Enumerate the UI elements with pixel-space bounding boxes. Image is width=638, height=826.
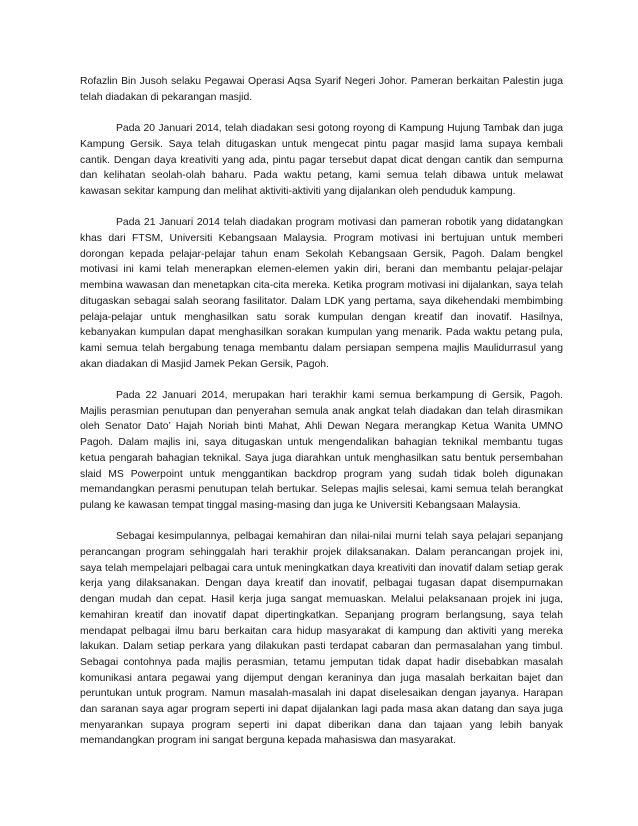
document-page <box>80 74 563 765</box>
paragraph-21-januari: Pada 21 Januari 2014 telah diadakan program motivasi dan pameran robotik yang didatangkan khas dari FTSM, Universiti Kebangsaan Malaysia. Program motivasi ini bertujuan untuk memberi dorongan kepada pelajar-pelajar tahun enam Sekolah Kebangsaan Gersik, Pagoh. Dalam bengkel motivasi ini kami telah menerapkan elemen-elemen yakin diri, berani dan membantu pelajar-pelajar membina wawasan dan menetapkan cita-cita mereka. Ketika program motivasi ini dijalankan, saya telah ditugaskan sebagai salah seorang fasilitator. Dalam LDK yang pertama, saya dikehendaki membimbing pelaja-pelajar untuk menghasilkan satu sorak kumpulan dengan kreatif dan inovatif. Hasilnya, kebanyakan kumpulan dapat menghasilkan sorakan kumpulan yang menarik. Pada waktu petang pula, kami semua telah bergabung tenaga membantu dalam persiapan sempena majlis Maulidurrasul yang akan diadakan di Masjid Jamek Pekan Gersik, Pagoh. <box>80 217 563 370</box>
paragraph-22-januari: Pada 22 Januari 2014, merupakan hari terakhir kami semua berkampung di Gersik, Pagoh. Majlis perasmian penutupan dan penyerahan semula anak angkat telah diadakan dan telah dirasmikan oleh Senator Dato’ Hajah Noriah binti Mahat, Ahli Dewan Negara merangkap Ketua Wanita UMNO Pagoh. Dalam majlis ini, saya ditugaskan untuk mengendalikan bahagian teknikal membantu tugas ketua pengarah bahagian teknikal. Saya juga diarahkan untuk menghasilkan satu bentuk persembahan slaid MS Powerpoint untuk menggantikan backdrop program yang sudah tidak boleh digunakan memandangkan perasmi penutupan telah bertukar. Selepas majlis selesai, kami semua telah berangkat pulang ke kawasan tempat tinggal masing-masing dan juga ke Universiti Kebangsaan Malaysia. <box>80 390 563 511</box>
paragraph-kesimpulan: Sebagai kesimpulannya, pelbagai kemahiran dan nilai-nilai murni telah saya pelajari sepanjang perancangan program sehinggalah hari terakhir projek dilaksanakan. Dalam perancangan projek ini, saya telah mempelajari pelbagai cara untuk meningkatkan daya kreativiti dan inovatif dalam setiap gerak kerja yang dilaksanakan. Dengan daya kreatif dan inovatif, pelbagai tugasan dapat disempurnakan dengan mudah dan cepat. Hasil kerja juga sangat memuaskan. Melalui pelaksanaan projek ini juga, kemahiran kreatif dan inovatif dapat dipertingkatkan. Sepanjang program berlangsung, saya telah mendapat pelbagai ilmu baru berkaitan cara hidup masyarakat di kampung dan aktiviti yang mereka lakukan. Dalam setiap perkara yang dilakukan pasti terdapat cabaran dan permasalahan yang timbul. Sebagai contohnya pada majlis perasmian, tetamu jemputan tidak dapat hadir disebabkan masalah komunikasi antara pegawai yang dijemput dengan keraninya dan juga masalah berkaitan bajet dan peruntukan untuk program. Namun masalah-masalah ini dapat diselesaikan dengan jayanya. Harapan dan saranan saya agar program seperti ini dapat dijalankan lagi pada masa akan datang dan saya juga menyarankan supaya program seperti ini dapat diberikan dana dan tajaan yang lebih banyak memandangkan program ini sangat berguna kepada mahasiswa dan masyarakat. <box>80 531 563 747</box>
paragraph-intro: Rofazlin Bin Jusoh selaku Pegawai Operasi Aqsa Syarif Negeri Johor. Pameran berkaitan Palestin juga telah diadakan di pekarangan masjid. <box>80 76 563 103</box>
paragraph-20-januari: Pada 20 Januari 2014, telah diadakan sesi gotong royong di Kampung Hujung Tambak dan juga Kampung Gersik. Saya telah ditugaskan untuk mengecat pintu pagar masjid lama supaya kembali cantik. Dengan daya kreativiti yang ada, pintu pagar tersebut dapat dicat dengan cantik dan sempurna dan kelihatan seolah-olah baharu. Pada waktu petang, kami semua telah dibawa untuk melawat kawasan sekitar kampung dan melihat aktiviti-aktiviti yang dijalankan oleh penduduk kampung. <box>80 123 563 197</box>
